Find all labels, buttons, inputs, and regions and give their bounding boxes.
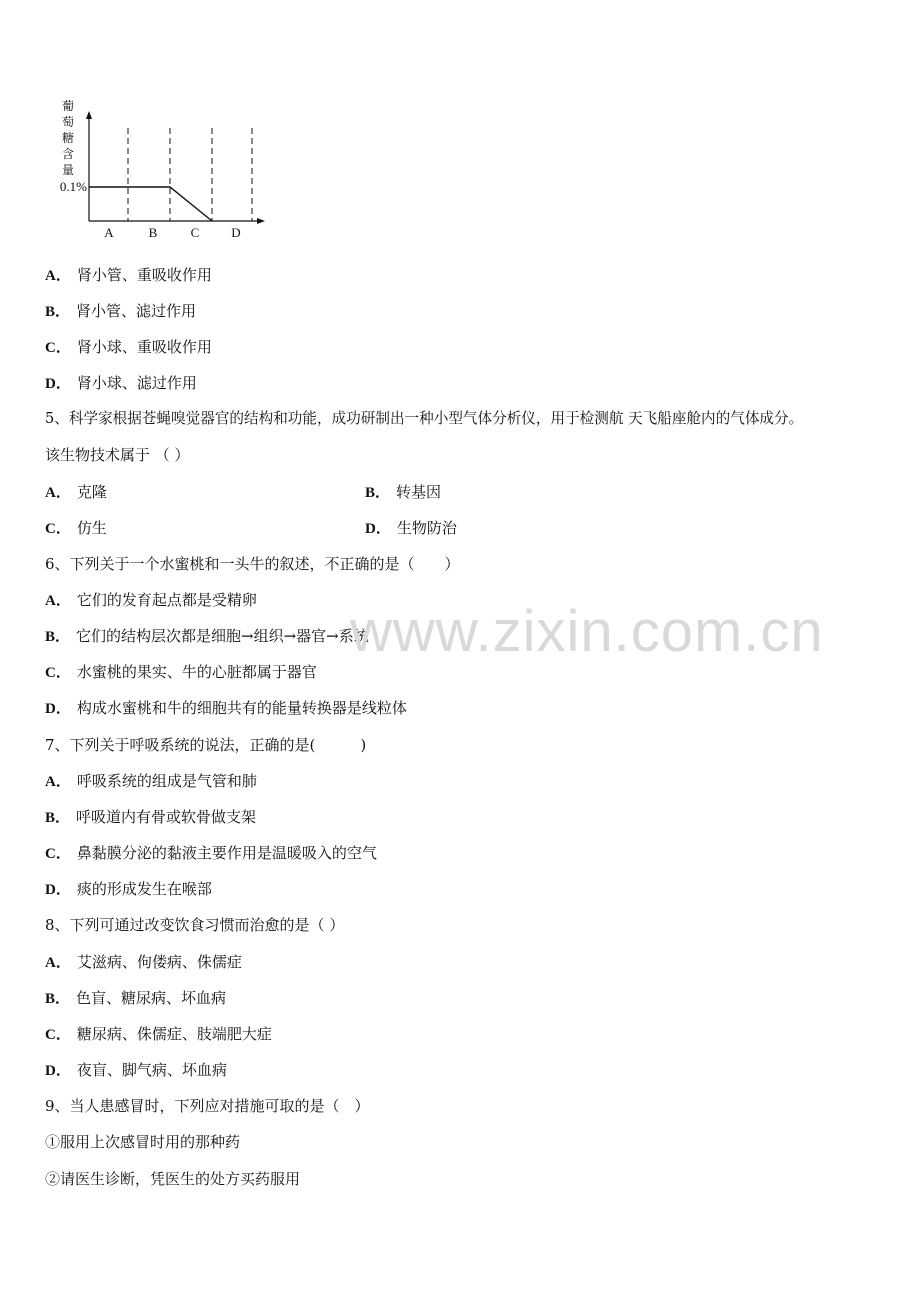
option-letter: D． <box>45 701 71 717</box>
q5-option-a <box>45 482 107 503</box>
option-letter: A． <box>45 955 71 971</box>
q8-stem: 8、下列可通过改变饮食习惯而治愈的是（ ） <box>45 916 345 934</box>
q8-option-c <box>45 1024 272 1045</box>
glucose-curve <box>89 187 212 221</box>
q7-option-d <box>45 879 212 900</box>
option-letter: C． <box>45 340 71 356</box>
q5-stem-line1: 5、科学家根据苍蝇嗅觉器官的结构和功能，成功研制出一种小型气体分析仪，用于检测航 天飞船座舱内的气体成分。 <box>45 410 804 427</box>
q8-option-a <box>45 952 242 973</box>
q6-option-b <box>45 626 369 647</box>
option-text: 艾滋病、佝偻病、侏儒症 <box>76 953 242 971</box>
option-text: 呼吸道内有骨或软骨做支架 <box>76 808 257 826</box>
q6-option-c <box>45 662 317 683</box>
option-letter: A． <box>45 774 71 790</box>
y-axis-label-char: 糖 <box>61 131 75 145</box>
option-text: 生物防治 <box>396 519 457 537</box>
q9-item-1: ①服用上次感冒时用的那种药 <box>45 1133 241 1151</box>
option-letter: D． <box>45 882 71 898</box>
option-text: 肾小管、重吸收作用 <box>76 266 212 284</box>
q4-option-d <box>45 373 197 394</box>
option-letter: C． <box>45 846 71 862</box>
q7-option-a <box>45 771 257 792</box>
option-text: 构成水蜜桃和牛的细胞共有的能量转换器是线粒体 <box>76 699 407 717</box>
option-text: 痰的形成发生在喉部 <box>76 880 212 898</box>
option-text: 肾小管、滤过作用 <box>76 302 197 320</box>
q8-option-b <box>45 988 226 1009</box>
y-axis-label-char: 葡 <box>61 99 75 113</box>
y-tick-label: 0.1% <box>59 179 87 194</box>
x-axis-arrow <box>257 218 265 224</box>
option-letter: D． <box>45 376 71 392</box>
option-text: 转基因 <box>396 483 442 501</box>
option-letter: A． <box>45 485 71 501</box>
q6-option-a <box>45 590 257 611</box>
option-text: 水蜜桃的果实、牛的心脏都属于器官 <box>76 663 317 681</box>
option-text: 色盲、糖尿病、坏血病 <box>76 989 227 1007</box>
option-text: 仿生 <box>76 519 107 537</box>
q5-option-d <box>365 518 457 539</box>
q4-option-c <box>45 337 212 358</box>
q7-option-c <box>45 843 377 864</box>
option-letter: B． <box>45 810 71 826</box>
option-letter: C． <box>45 1027 71 1043</box>
q7-stem: 7、下列关于呼吸系统的说法，正确的是( ) <box>45 736 367 754</box>
option-text: 克隆 <box>76 483 107 501</box>
option-text: 它们的结构层次都是细胞→组织→器官→系统 <box>76 627 369 645</box>
q9-item-2: ②请医生诊断，凭医生的处方买药服用 <box>45 1170 301 1188</box>
q5-stem-line2: 该生物技术属于 （ ） <box>45 446 190 464</box>
x-tick-label: A <box>104 225 114 240</box>
option-text: 糖尿病、侏儒症、肢端肥大症 <box>76 1025 272 1043</box>
q6-option-d <box>45 698 407 719</box>
option-letter: C． <box>45 521 71 537</box>
option-letter: A． <box>45 593 71 609</box>
option-text: 肾小球、重吸收作用 <box>76 338 212 356</box>
option-text: 夜盲、脚气病、坏血病 <box>76 1061 227 1079</box>
option-text: 呼吸系统的组成是气管和肺 <box>76 772 257 790</box>
option-letter: B． <box>45 304 71 320</box>
option-text: 肾小球、滤过作用 <box>76 374 197 392</box>
option-letter: D． <box>365 521 391 537</box>
q6-stem: 6、下列关于一个水蜜桃和一头牛的叙述，不正确的是（ ） <box>45 555 460 573</box>
x-tick-label: C <box>190 225 200 240</box>
y-axis-label-char: 量 <box>61 163 75 177</box>
x-tick-label: B <box>148 225 158 240</box>
q5-option-b <box>365 482 441 503</box>
option-letter: B． <box>365 485 391 501</box>
q8-option-d <box>45 1060 227 1081</box>
y-axis-label-char: 含 <box>61 147 75 161</box>
option-letter: D． <box>45 1063 71 1079</box>
option-text: 它们的发育起点都是受精卵 <box>76 591 257 609</box>
option-letter: B． <box>45 629 71 645</box>
y-axis-arrow <box>86 111 92 119</box>
q5-option-c <box>45 518 107 539</box>
option-letter: B． <box>45 991 71 1007</box>
y-axis-label-char: 萄 <box>61 115 75 129</box>
q9-stem: 9、当人患感冒时，下列应对措施可取的是（ ） <box>45 1097 370 1115</box>
q4-option-a <box>45 265 212 286</box>
watermark: www.zixin.com.cn <box>350 599 824 664</box>
option-letter: A． <box>45 268 71 284</box>
x-tick-label: D <box>231 225 241 240</box>
option-text: 鼻黏膜分泌的黏液主要作用是温暖吸入的空气 <box>76 844 377 862</box>
option-letter: C． <box>45 665 71 681</box>
q7-option-b <box>45 807 256 828</box>
q4-option-b <box>45 301 196 322</box>
glucose-content-graph <box>40 95 280 245</box>
